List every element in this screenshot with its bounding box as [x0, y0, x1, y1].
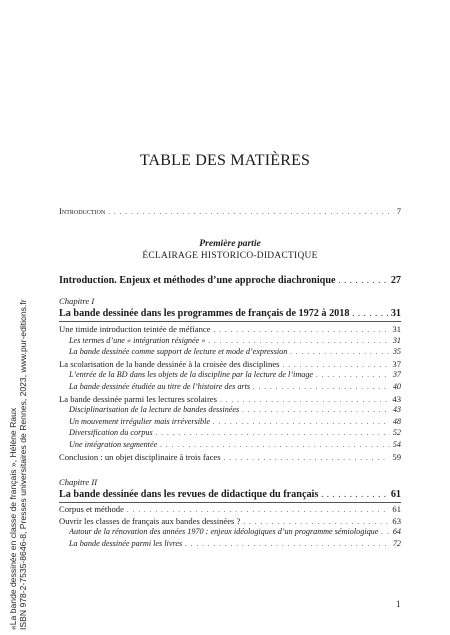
leader-dots: [242, 406, 390, 414]
toc-entry-page: 27: [390, 275, 401, 286]
toc-entry-page: 31: [392, 324, 401, 334]
toc-entry-label: Une timide introduction teintée de méfiance: [59, 324, 211, 334]
toc-entry[interactable]: [59, 452, 401, 462]
toc-entry-label: La scolarisation de la bande dessinée à la croisée des disciplines: [59, 358, 280, 369]
leader-dots: [316, 371, 390, 379]
leader-dots: [339, 277, 388, 285]
toc-entry[interactable]: [59, 504, 401, 514]
leader-dots: [352, 310, 387, 318]
toc-entry-label: La bande dessinée comme support de lecture et mode d’expression: [69, 347, 288, 357]
leader-dots: [220, 396, 389, 404]
toc-subentry[interactable]: [59, 417, 401, 426]
side-credit: [8, 290, 48, 630]
toc-subentry[interactable]: [59, 382, 401, 391]
toc-entry-label: Une intégration segmentée: [69, 440, 158, 449]
toc-entry-label: Autour de la rénovation des années 1970 : enjeux idéologiques d’un programme sémiologique: [69, 527, 379, 537]
toc-entry-page: 48: [392, 416, 401, 426]
leader-dots: [160, 441, 390, 449]
toc-entry-label: Introduction: [59, 206, 106, 216]
toc-entry-page: 37: [392, 370, 401, 380]
toc-entry[interactable]: [59, 324, 401, 334]
side-credit-line: ISBN 978-2-7535-8646-8, Presses universitaires de Rennes, 2023, www.pur-editions.fr: [18, 299, 28, 630]
toc-entry-page: 37: [392, 358, 401, 369]
side-credit-line: «La bande dessinée en classe de français », Hélène Raux: [8, 407, 18, 630]
toc-entry-page: 43: [392, 393, 401, 404]
toc-entry-label: La bande dessinée parmi les lectures scolaires: [59, 393, 217, 404]
leader-dots: [253, 383, 390, 391]
toc-entry-label: Introduction. Enjeux et méthodes d’une approche diachronique: [59, 275, 336, 286]
toc-subentry[interactable]: [59, 370, 401, 379]
toc-entry-page: 7: [396, 206, 401, 216]
toc-entry-label: La bande dessinée étudiée au titre de l’histoire des arts: [69, 382, 251, 391]
toc-entry[interactable]: [59, 394, 401, 404]
toc-subentry[interactable]: [59, 527, 401, 536]
leader-dots: [108, 208, 394, 216]
toc-entry-page: 72: [392, 538, 401, 548]
leader-dots: [185, 540, 390, 548]
toc-subentry[interactable]: [59, 336, 401, 345]
toc-entry-page: 61: [392, 504, 401, 514]
toc-entry-label: L’entrée de la BD dans les objets de la discipline par la lecture de l’image: [69, 370, 314, 380]
leader-dots: [156, 429, 390, 437]
chapter-label: Chapitre II: [59, 477, 98, 487]
leader-dots: [243, 518, 389, 526]
leader-dots: [321, 491, 387, 499]
toc-entry-label: La bande dessinée parmi les livres: [69, 538, 183, 548]
toc-entry-page: 63: [392, 515, 401, 526]
toc-entry-page: 54: [392, 440, 401, 449]
part-label: Première partie: [199, 238, 261, 249]
toc-entry-page: 35: [392, 347, 401, 357]
toc-entry-page: 52: [392, 428, 401, 438]
toc-entry-page: 64: [392, 527, 401, 537]
toc-entry-label: Diversification du corpus: [69, 428, 153, 438]
toc-entry-label: Les termes d’une « intégration résignée »: [69, 335, 206, 345]
toc-chapter-title[interactable]: [59, 308, 401, 319]
toc-entry-introduction[interactable]: [59, 206, 401, 216]
toc-entry-page: 43: [392, 405, 401, 415]
toc-subentry[interactable]: [59, 405, 401, 414]
toc-subentry[interactable]: [59, 539, 401, 548]
toc-entry-label: Disciplinarisation de la lecture de bandes dessinées: [69, 405, 240, 415]
toc-entry-label: La bande dessinée dans les programmes de français de 1972 à 2018: [59, 308, 350, 319]
toc-entry-page: 59: [392, 451, 401, 462]
toc-entry-page: 40: [392, 382, 401, 391]
chapter-divider: [59, 321, 401, 322]
leader-dots: [381, 528, 389, 536]
toc-entry-page: 61: [390, 489, 401, 500]
toc-entry-label: Ouvrir les classes de français aux bandes dessinées ?: [59, 515, 241, 526]
toc-entry-page: 31: [392, 335, 401, 345]
leader-dots: [290, 348, 389, 356]
part-title: ÉCLAIRAGE HISTORICO-DIDACTIQUE: [142, 251, 318, 261]
toc-subentry[interactable]: [59, 440, 401, 449]
chapter-divider: [59, 502, 401, 503]
toc-entry-label: La bande dessinée dans les revues de didactique du français: [59, 489, 319, 500]
leader-dots: [213, 418, 390, 426]
toc-chapter-title[interactable]: [59, 489, 401, 500]
chapter-label: Chapitre I: [59, 296, 95, 306]
leader-dots: [214, 326, 390, 334]
toc-subentry[interactable]: [59, 347, 401, 356]
page-number: 1: [396, 599, 401, 609]
leader-dots: [224, 454, 390, 462]
toc-entry[interactable]: [59, 516, 401, 526]
leader-dots: [208, 337, 389, 345]
toc-entry-page: 31: [390, 308, 401, 319]
leader-dots: [283, 361, 390, 369]
toc-entry[interactable]: [59, 359, 401, 369]
toc-entry-part-intro[interactable]: [59, 275, 401, 286]
toc-subentry[interactable]: [59, 428, 401, 437]
toc-entry-label: Corpus et méthode: [59, 504, 124, 514]
leader-dots: [127, 506, 389, 514]
toc-entry-label: Conclusion : un objet disciplinaire à trois faces: [59, 451, 221, 462]
toc-entry-label: Un mouvement irrégulier mais irréversible: [69, 416, 210, 426]
page-title: TABLE DES MATIÈRES: [139, 152, 311, 169]
